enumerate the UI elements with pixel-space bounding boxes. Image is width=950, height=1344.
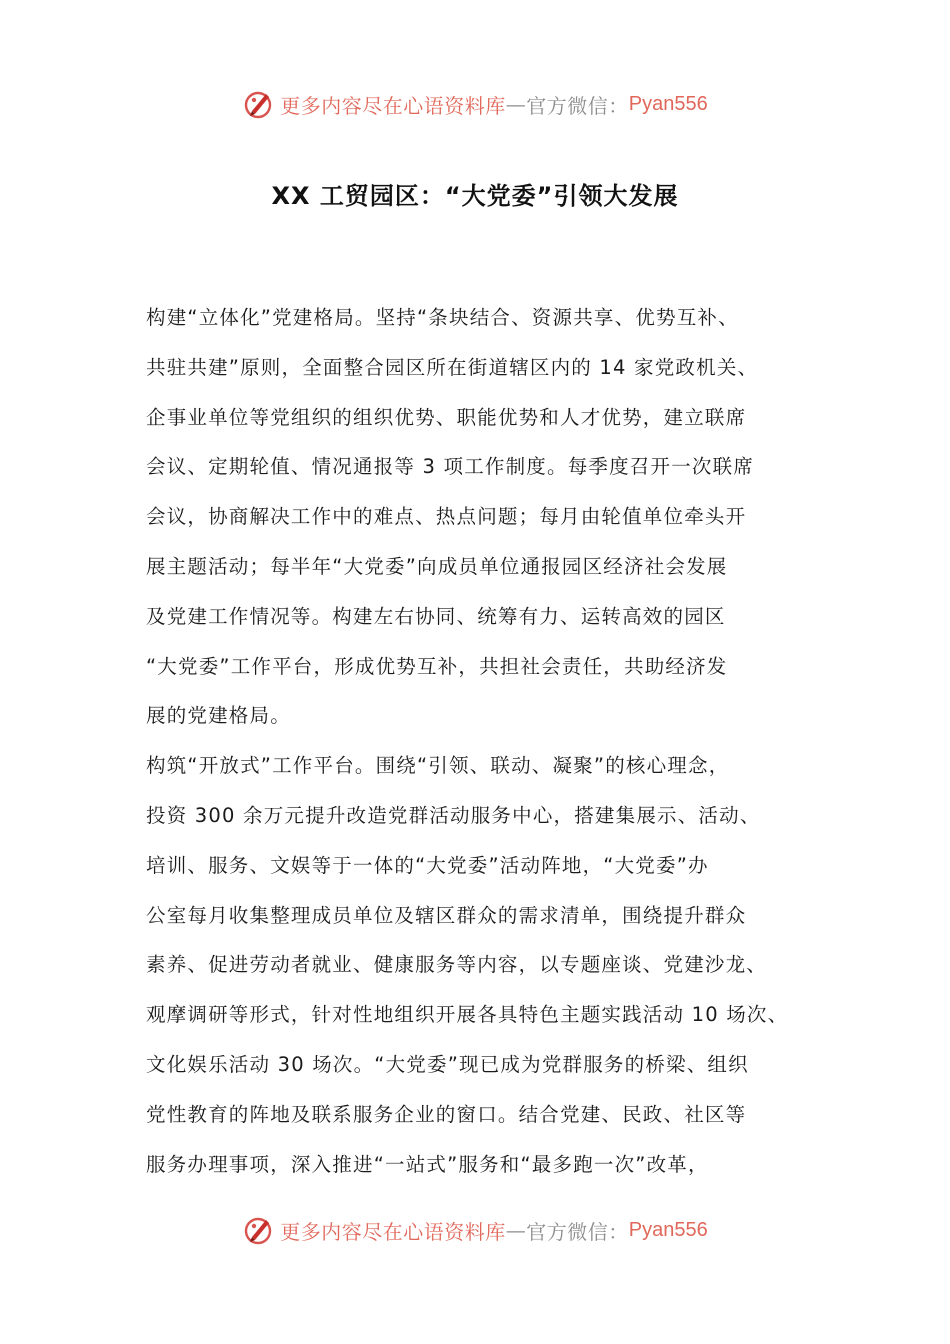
text-line: 文化娱乐活动 30 场次。“大党委”现已成为党群服务的桥梁、组织 <box>146 1052 749 1076</box>
text-line: 展主题活动；每半年“大党委”向成员单位通报园区经济社会发展 <box>146 554 728 578</box>
text-line: 会议，协商解决工作中的难点、热点问题；每月由轮值单位牵头开 <box>146 505 747 529</box>
text-line: 公室每月收集整理成员单位及辖区群众的需求清单，围绕提升群众 <box>146 903 747 927</box>
pen-nib-circle-icon <box>242 87 276 121</box>
text-line: 及党建工作情况等。构建左右协同、统筹有力、运转高效的园区 <box>146 604 726 628</box>
watermark-dash: — <box>505 1218 527 1242</box>
document-body <box>146 293 806 1189</box>
footer-watermark <box>0 1208 950 1252</box>
text-line: 投资 300 余万元提升改造党群活动服务中心，搭建集展示、活动、 <box>146 803 761 827</box>
text-line: 观摩调研等形式，针对性地组织开展各具特色主题实践活动 10 场次、 <box>146 1003 789 1027</box>
text-line: 共驻共建”原则，全面整合园区所在街道辖区内的 14 家党政机关、 <box>146 355 759 379</box>
text-line: 培训、服务、文娱等于一体的“大党委”活动阵地，“大党委”办 <box>146 853 709 877</box>
watermark-account: Pyan556 <box>628 92 708 115</box>
watermark-site-name: 更多内容尽在心语资料库 <box>280 1219 506 1244</box>
watermark-account: Pyan556 <box>628 1218 708 1241</box>
document-title: XX 工贸园区：“大党委”引领大发展 <box>271 182 679 210</box>
watermark-wechat-label: 官方微信： <box>526 1219 629 1244</box>
text-line: 企事业单位等党组织的组织优势、职能优势和人才优势，建立联席 <box>146 405 747 429</box>
text-line: 构建“立体化”党建格局。坚持“条块结合、资源共享、优势互补、 <box>146 306 739 329</box>
text-line: “大党委”工作平台，形成优势互补，共担社会责任，共助经济发 <box>146 654 728 678</box>
header-watermark <box>0 82 950 126</box>
text-line: 构筑“开放式”工作平台。围绕“引领、联动、凝聚”的核心理念， <box>146 754 730 778</box>
text-line: 展的党建格局。 <box>146 704 291 728</box>
text-line: 党性教育的阵地及联系服务企业的窗口。结合党建、民政、社区等 <box>146 1102 747 1126</box>
pen-nib-circle-icon <box>242 1213 276 1247</box>
watermark-dash: — <box>505 92 527 116</box>
text-line: 服务办理事项，深入推进“一站式”服务和“最多跑一次”改革， <box>146 1152 709 1176</box>
watermark-wechat-label: 官方微信： <box>526 93 629 118</box>
watermark-site-name: 更多内容尽在心语资料库 <box>280 93 506 118</box>
text-line: 会议、定期轮值、情况通报等 3 项工作制度。每季度召开一次联席 <box>146 455 755 479</box>
text-line: 素养、促进劳动者就业、健康服务等内容，以专题座谈、党建沙龙、 <box>146 953 768 977</box>
